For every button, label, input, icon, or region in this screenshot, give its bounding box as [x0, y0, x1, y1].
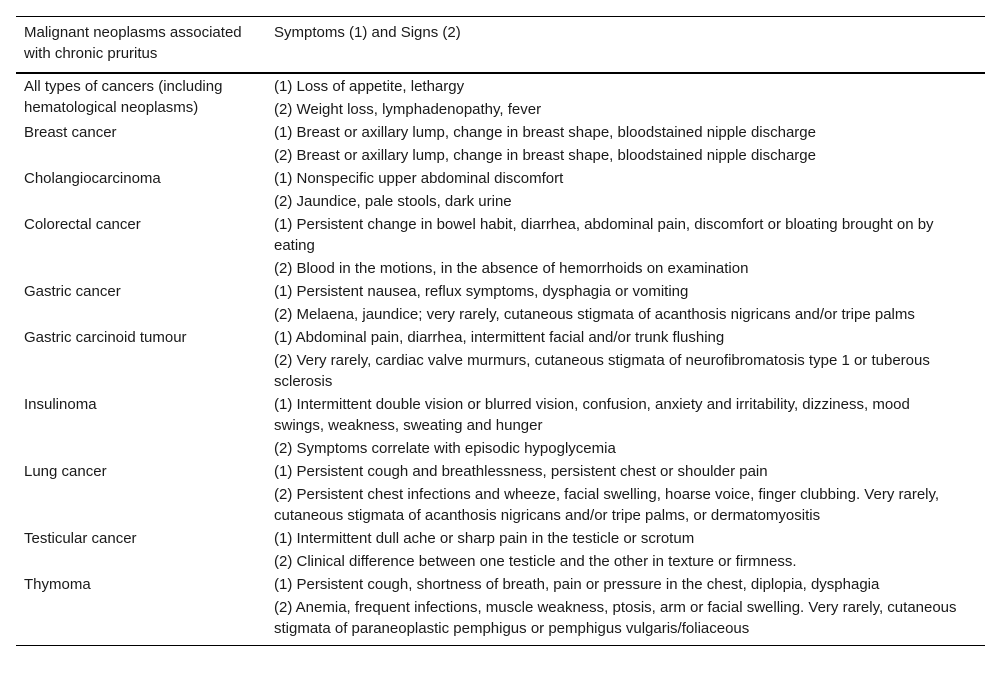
table-row	[16, 279, 985, 325]
symptoms-cell	[266, 166, 985, 212]
neoplasm-symptoms-table	[16, 16, 985, 646]
table-header-row	[16, 17, 985, 74]
symptoms-text: (1) Persistent nausea, reflux symptoms, dysphagia or vomiting	[274, 283, 689, 300]
table-row	[16, 120, 985, 166]
signs-text: (2) Anemia, frequent infections, muscle weakness, ptosis, arm or facial swelling. Very rarely, cutaneous stigmata of paraneoplastic pemphigus or pemphigus vulgaris/foliaceous	[274, 599, 957, 637]
symptoms-cell	[266, 325, 985, 392]
signs-text: (2) Breast or axillary lump, change in breast shape, bloodstained nipple discharge	[274, 147, 816, 164]
symptoms-cell	[266, 459, 985, 526]
signs-text: (2) Jaundice, pale stools, dark urine	[274, 193, 512, 210]
symptoms-text: (1) Loss of appetite, lethargy	[274, 78, 465, 95]
table-row	[16, 526, 985, 572]
cancer-name: Testicular cancer	[24, 530, 137, 547]
symptoms-cell	[266, 392, 985, 459]
symptoms-cell	[266, 73, 985, 120]
symptoms-text: (1) Persistent cough and breathlessness, persistent chest or shoulder pain	[274, 463, 768, 480]
table-row	[16, 73, 985, 120]
symptoms-cell	[266, 526, 985, 572]
cancer-name: Breast cancer	[24, 124, 117, 141]
table-row	[16, 459, 985, 526]
header-symptoms-signs: Symptoms (1) and Signs (2)	[274, 24, 461, 41]
signs-text: (2) Very rarely, cardiac valve murmurs, cutaneous stigmata of neurofibromatosis type 1 or tuberous sclerosis	[274, 352, 930, 390]
symptoms-cell	[266, 212, 985, 279]
cancer-name: Cholangiocarcinoma	[24, 170, 161, 187]
symptoms-cell	[266, 279, 985, 325]
cancer-name: Gastric cancer	[24, 283, 121, 300]
signs-text: (2) Persistent chest infections and wheeze, facial swelling, hoarse voice, finger clubbing. Very rarely, cutaneous stigmata of acanthosis nigricans and/or tripe palms, or dermatomyositis	[274, 486, 940, 524]
signs-text: (2) Symptoms correlate with episodic hypoglycemia	[274, 440, 616, 457]
cancer-name: Thymoma	[16, 572, 266, 646]
table-row	[16, 212, 985, 279]
cancer-name: All types of cancers (including hematological neoplasms)	[24, 78, 223, 116]
symptoms-text: (1) Breast or axillary lump, change in breast shape, bloodstained nipple discharge	[274, 124, 816, 141]
cancer-name: Colorectal cancer	[24, 216, 141, 233]
cancer-name: Insulinoma	[24, 396, 97, 413]
symptoms-text: (1) Abdominal pain, diarrhea, intermittent facial and/or trunk flushing	[274, 329, 725, 346]
symptoms-text: (1) Nonspecific upper abdominal discomfort	[274, 170, 564, 187]
neoplasm-table-container	[16, 16, 985, 646]
symptoms-cell	[266, 120, 985, 166]
table-row	[16, 166, 985, 212]
signs-text: (2) Melaena, jaundice; very rarely, cutaneous stigmata of acanthosis nigricans and/or tripe palms	[274, 306, 915, 323]
header-neoplasm: Malignant neoplasms associated with chronic pruritus	[24, 24, 242, 62]
symptoms-text: (1) Persistent change in bowel habit, diarrhea, abdominal pain, discomfort or bloating brought on by eating	[274, 216, 934, 254]
symptoms-cell	[266, 572, 985, 646]
table-row	[16, 392, 985, 459]
cancer-name: Gastric carcinoid tumour	[24, 329, 187, 346]
table-row	[16, 572, 985, 646]
symptoms-text: (1) Intermittent double vision or blurred vision, confusion, anxiety and irritability, dizziness, mood swings, weakness, sweating and hunger	[274, 396, 910, 434]
signs-text: (2) Clinical difference between one testicle and the other in texture or firmness.	[274, 553, 797, 570]
table-row	[16, 325, 985, 392]
signs-text: (2) Blood in the motions, in the absence of hemorrhoids on examination	[274, 260, 749, 277]
symptoms-text: (1) Intermittent dull ache or sharp pain in the testicle or scrotum	[274, 530, 695, 547]
symptoms-text: (1) Persistent cough, shortness of breath, pain or pressure in the chest, diplopia, dysphagia	[274, 576, 880, 593]
signs-text: (2) Weight loss, lymphadenopathy, fever	[274, 101, 542, 118]
cancer-name: Lung cancer	[24, 463, 107, 480]
